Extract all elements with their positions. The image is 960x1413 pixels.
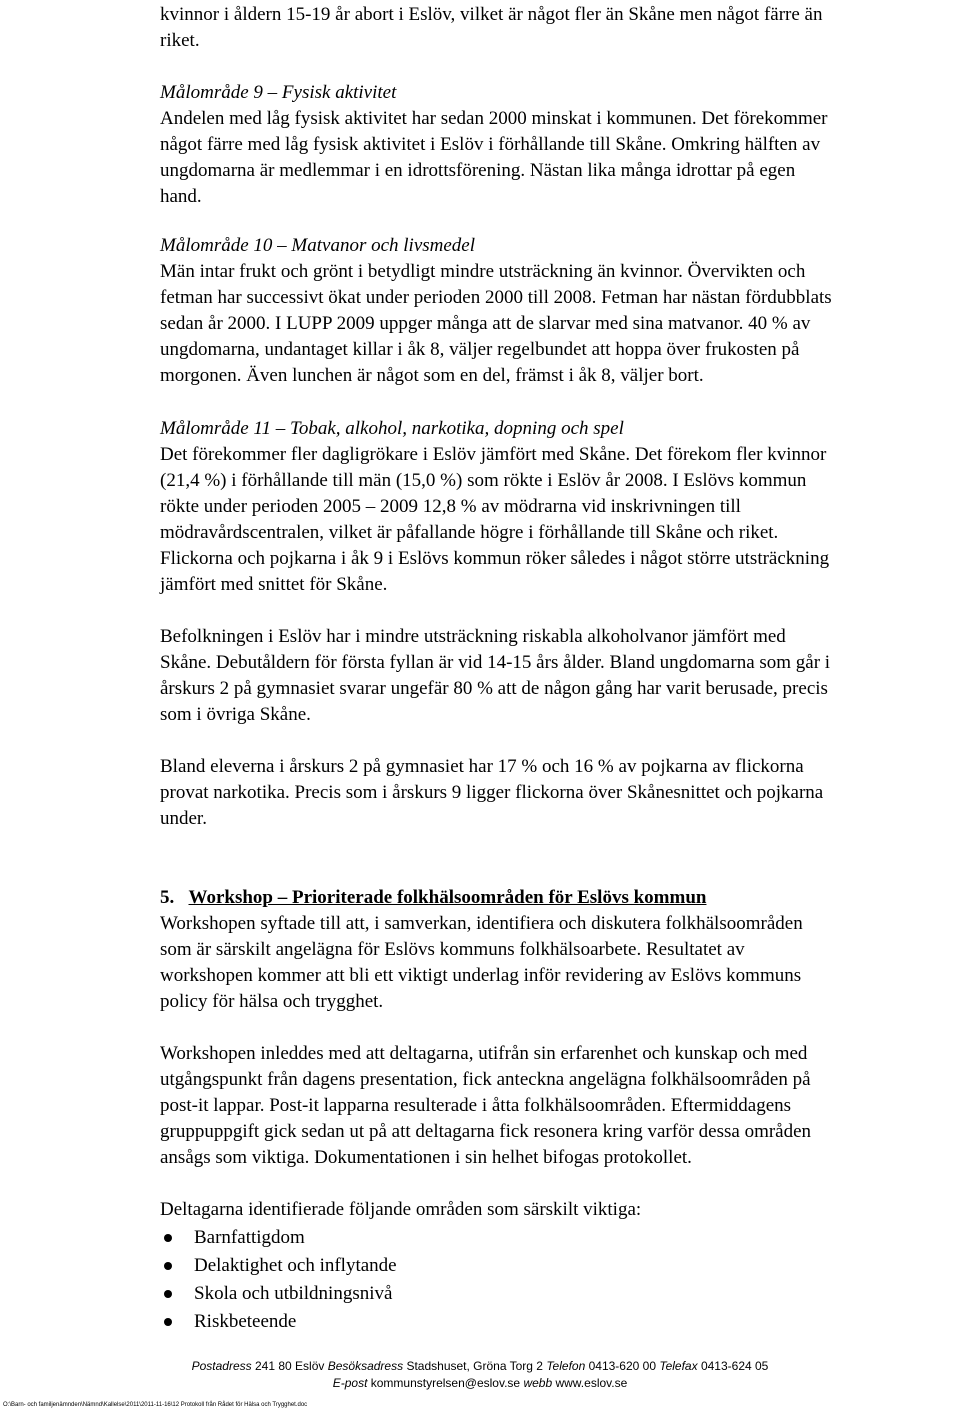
text-line: under. [160,808,207,829]
list-item-text: Barnfattigdom [194,1227,305,1248]
text-line: Andelen med låg fysisk aktivitet har sedan 2000 minskat i kommunen. Det förekommer [160,108,828,129]
text-line: post-it lappar. Post-it lapparna resulterade i åtta folkhälsoområden. Eftermiddagens [160,1095,792,1116]
alcohol-paragraph [160,624,830,728]
footer-label: Postadress [191,1359,252,1373]
text-line: något färre med låg fysisk aktivitet i Eslöv i förhållande till Skåne. Omkring hälften av [160,134,821,155]
text-line: Flickorna och pojkarna i åk 9 i Eslövs kommun röker således i något större utsträckning [160,548,830,569]
text-line: som är särskilt angelägna för Eslövs kommuns folkhälsoarbete. Resultatet av [160,939,745,960]
bullet-icon [164,1318,172,1326]
text-line: Det förekommer fler dagligrökare i Eslöv jämfört med Skåne. Det förekom fler kvinnor [160,444,827,465]
section-malomrade-11 [160,416,829,598]
text-line: riket. [160,30,200,51]
section-heading: Målområde 10 – Matvanor och livsmedel [160,235,476,256]
text-line: Befolkningen i Eslöv har i mindre utsträckning riskabla alkoholvanor jämfört med [160,626,786,647]
text-line: ansågs som viktiga. Dokumentationen i sin helhet bifogas protokollet. [160,1147,692,1168]
text-line: (21,4 %) i förhållande till män (15,0 %) som rökte i Eslöv år 2008. I Eslövs kommun [160,470,807,491]
text-line: Bland eleverna i årskurs 2 på gymnasiet har 17 % och 16 % av pojkarna av flickorna [160,756,804,777]
text-line: policy för hälsa och trygghet. [160,991,384,1012]
footer-label: E-post [332,1376,368,1390]
footer-value: 241 80 Eslöv [255,1359,325,1373]
text-line: provat narkotika. Precis som i årskurs 9 ligger flickorna över Skånesnittet och pojkarna [160,782,824,803]
bullet-list [160,1224,641,1336]
list-item [160,1308,641,1336]
text-line: gruppuppgift gick sedan ut på att deltagarna fick resonera kring varför dessa områden [160,1121,812,1142]
footer-value: 0413-624 05 [700,1359,769,1373]
footer-email: kommunstyrelsen@eslov.se [370,1376,521,1390]
section-title-text: Workshop – Prioriterade folkhälsoområden för Eslövs kommun [188,887,707,908]
text-line: morgonen. Även lunchen är något som en del, främst i åk 8, väljer bort. [160,365,704,386]
text-line: ungdomarna, undantaget killar i åk 8, väljer regelbundet att hoppa över frukosten på [160,339,800,360]
section-heading: Målområde 9 – Fysisk aktivitet [160,82,397,103]
section-5-workshop [160,885,803,1015]
text-line: mödravårdscentralen, vilket är påfallande högre i förhållande till Skåne och riket. [160,522,779,543]
narcotics-paragraph [160,754,823,832]
section-malomrade-10 [160,233,832,389]
list-item-text: Riskbeteende [194,1311,297,1332]
footer-label: Telefon [546,1359,586,1373]
text-line: årskurs 2 på gymnasiet svarar ungefär 80 % att de någon gång har varit berusade, precis [160,678,828,699]
list-item-text: Skola och utbildningsnivå [194,1283,393,1304]
bullet-icon [164,1262,172,1270]
section-malomrade-9 [160,80,828,210]
text-line: Workshopen inleddes med att deltagarna, utifrån sin erfarenhet och kunskap och med [160,1043,808,1064]
workshop-paragraph [160,1041,811,1171]
footer-line-2 [0,1375,960,1392]
section-title [160,885,803,911]
text-line: kvinnor i åldern 15-19 år abort i Eslöv, vilket är något fler än Skåne men något färre än [160,4,823,25]
text-line: rökte under perioden 2005 – 2009 12,8 % av mödrarna vid inskrivningen till [160,496,741,517]
page-footer [0,1358,960,1392]
bullet-icon [164,1290,172,1298]
file-path: O:\Barn- och familjenämnden\Nämnd\Kallelse\2011\2011-11-16\12 Protokoll från Rådet för Hälsa och Trygghet.doc [3,1402,308,1408]
list-item [160,1224,641,1252]
text-line: hand. [160,186,202,207]
text-line: sedan år 2000. I LUPP 2009 uppger många att de slarvar med sina matvanor. 40 % av [160,313,811,334]
text-line: ungdomarna är medlemmar i en idrottsförening. Nästan lika många idrottar på egen [160,160,796,181]
text-line: Skåne. Debutåldern för första fyllan är vid 14-15 års ålder. Bland ungdomarna som går i [160,652,831,673]
footer-value: Stadshuset, Gröna Torg 2 [406,1359,543,1373]
text-line: jämfört med snittet för Skåne. [160,574,388,595]
intro-paragraph [160,2,823,54]
footer-website: www.eslov.se [555,1376,628,1390]
footer-label: Telefax [659,1359,698,1373]
list-intro: Deltagarna identifierade följande områden som särskilt viktiga: [160,1199,642,1220]
text-line: Män intar frukt och grönt i betydligt mindre utsträckning än kvinnor. Övervikten och [160,261,806,282]
section-number: 5. [160,887,175,908]
text-line: fetman har successivt ökat under perioden 2000 till 2008. Fetman har nästan fördubblats [160,287,832,308]
bullet-icon [164,1234,172,1242]
section-heading: Målområde 11 – Tobak, alkohol, narkotika, dopning och spel [160,418,624,439]
list-item [160,1280,641,1308]
text-line: utgångspunkt från dagens presentation, fick anteckna angelägna folkhälsoområden på [160,1069,811,1090]
text-line: Workshopen syftade till att, i samverkan, identifiera och diskutera folkhälsoområden [160,913,803,934]
footer-label: webb [523,1376,553,1390]
footer-line-1 [0,1358,960,1375]
footer-value: 0413-620 00 [588,1359,657,1373]
priority-list-section [160,1197,641,1336]
text-line: som i övriga Skåne. [160,704,311,725]
text-line: workshopen kommer att bli ett viktigt underlag inför revidering av Eslövs kommuns [160,965,802,986]
list-item [160,1252,641,1280]
list-item-text: Delaktighet och inflytande [194,1255,397,1276]
footer-label: Besöksadress [327,1359,404,1373]
